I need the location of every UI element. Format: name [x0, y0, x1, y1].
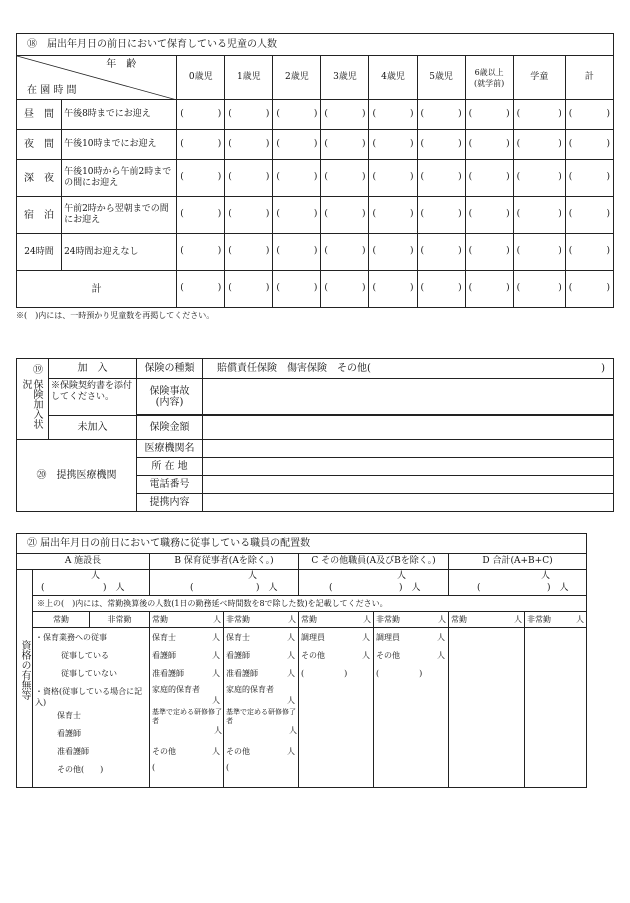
paren-open: ( [420, 108, 425, 119]
count-cell[interactable] [177, 100, 225, 130]
count-cell[interactable] [225, 160, 273, 197]
d-hijokin: 非常勤 人 [525, 612, 587, 628]
paren-open: ( [468, 172, 473, 182]
section-21 [16, 533, 587, 788]
age-col-total: 計 [565, 56, 613, 100]
paren-close: ) [506, 246, 510, 256]
paren-close: ) [217, 209, 222, 219]
paren-open: ( [228, 246, 232, 256]
header-b: B 保育従事者(Aを除く。) [150, 554, 299, 570]
count-cell[interactable] [417, 234, 465, 271]
nin-label: 人 [248, 571, 258, 581]
c-item: その他 人 [376, 651, 445, 660]
kind-value: 賠償責任保険 傷害保険 その他( [217, 363, 371, 374]
paren-close: ) [606, 108, 610, 119]
count-cell[interactable] [565, 130, 613, 160]
paren-close: ) [313, 246, 318, 256]
c-item-paren: ( ) [376, 669, 423, 678]
paren-open: ( [468, 209, 473, 219]
c-item-paren: ( ) [301, 669, 348, 678]
row-label: 深 夜 [17, 160, 62, 197]
paren-open: ( [516, 209, 521, 219]
c-item: 調理員 人 [301, 633, 370, 642]
count-cell[interactable] [369, 271, 417, 308]
table-corner-header [17, 56, 177, 100]
row-desc: 午前2時から翌朝までの間にお迎え [62, 197, 177, 234]
paren-open: ( [180, 283, 184, 293]
paren-open: ( [180, 209, 184, 219]
table-row [17, 197, 614, 234]
paren-close: ) [506, 138, 510, 149]
paren-close: ) [313, 283, 318, 293]
paren-open: ( [468, 246, 473, 256]
nin-label: 人 [541, 571, 551, 581]
paren-close: ) [265, 246, 270, 256]
paren-close: ) [558, 108, 562, 119]
count-cell[interactable] [369, 234, 417, 271]
paren-open: ( [324, 209, 328, 219]
paren-close: ) [313, 138, 318, 149]
paren-close: ) [458, 283, 462, 293]
paren-nin: ) 人 [547, 583, 569, 593]
age-header: 年 齢 [106, 59, 137, 70]
paren-open: ( [228, 209, 232, 219]
c-item: 調理員 人 [376, 633, 445, 642]
paren-close: ) [361, 209, 366, 219]
paren-open: ( [420, 138, 425, 149]
b-item: 准看護師 人 [226, 669, 295, 678]
insurance-table [16, 358, 614, 512]
paren-close: ) [558, 172, 562, 182]
left-items-cell [33, 628, 150, 788]
count-cell[interactable] [177, 130, 225, 160]
left-item: ・保育業務への従事 [35, 633, 107, 642]
join-note: ※保険契約書を添付してください。 [49, 379, 137, 416]
count-cell[interactable] [513, 234, 565, 271]
medical-address-label: 所 在 地 [137, 458, 203, 476]
paren-close: ) [217, 108, 222, 119]
b-item-paren: ( [152, 763, 156, 772]
left-item[interactable]: 看護師 [57, 729, 81, 738]
paren-close: ) [217, 246, 222, 256]
paren-open: ( [324, 108, 328, 119]
paren-open: ( [329, 583, 333, 593]
paren-close: ) [410, 283, 414, 293]
b-item: 准看護師 人 [152, 669, 220, 678]
paren-close: ) [265, 138, 270, 149]
count-cell[interactable] [369, 160, 417, 197]
count-cell[interactable] [513, 130, 565, 160]
count-cell[interactable] [369, 100, 417, 130]
paren-open: ( [568, 108, 573, 119]
kind-close: ) [601, 363, 605, 374]
count-cell[interactable] [177, 271, 225, 308]
count-cell[interactable] [273, 234, 321, 271]
row-label: 夜 間 [17, 130, 62, 160]
c-jokin-items [299, 628, 374, 788]
section-18-note: ※( )内には、一時預かり児童数を再掲してください。 [16, 311, 215, 320]
paren-close: ) [506, 172, 510, 182]
paren-close: ) [361, 246, 366, 256]
paren-close: ) [410, 172, 414, 182]
count-cell[interactable] [273, 100, 321, 130]
paren-open: ( [420, 246, 425, 256]
join-label[interactable]: 加 入 [49, 359, 137, 379]
left-item: ・資格(従事している場合に記入) [35, 687, 143, 707]
paren-open: ( [324, 246, 328, 256]
count-cell[interactable] [417, 197, 465, 234]
left-item[interactable]: 従事している [61, 651, 109, 660]
b-item: 家庭的保育者 人 [226, 685, 295, 705]
paren-close: ) [558, 283, 562, 293]
paren-open: ( [324, 172, 328, 182]
amount-value[interactable] [203, 416, 614, 440]
count-cell[interactable] [225, 234, 273, 271]
left-item[interactable]: 准看護師 [57, 747, 89, 756]
count-a[interactable] [33, 570, 150, 596]
paren-close: ) [606, 138, 610, 149]
left-jokin: 常勤 [33, 612, 90, 628]
paren-close: ) [458, 138, 462, 149]
row-label: 宿 泊 [17, 197, 62, 234]
total-label: 計 [17, 271, 177, 308]
section-21-note: ※上の( )内には、常勤換算後の人数(1日の勤務延べ時間数を8で除した数)を記載してください。 [33, 596, 587, 612]
count-cell[interactable] [321, 130, 369, 160]
age-col-3: 3歳児 [321, 56, 369, 100]
paren-close: ) [361, 283, 366, 293]
medical-content-value[interactable] [203, 494, 614, 512]
paren-open: ( [276, 283, 280, 293]
d-jokin: 常勤 人 [449, 612, 525, 628]
paren-open: ( [276, 209, 280, 219]
count-b[interactable] [150, 570, 299, 596]
paren-nin: ) 人 [256, 583, 278, 593]
paren-close: ) [217, 138, 222, 149]
nin-label: 人 [397, 571, 407, 581]
row-label: 24時間 [17, 234, 62, 271]
paren-open: ( [228, 138, 232, 149]
age-col-4: 4歳児 [369, 56, 417, 100]
section-21-title: ㉑ 届出年月日の前日において職務に従事している職員の配置数 [17, 534, 587, 554]
paren-open: ( [516, 246, 521, 256]
count-cell[interactable] [417, 130, 465, 160]
count-cell[interactable] [565, 100, 613, 130]
paren-nin: ) 人 [103, 583, 125, 593]
count-cell[interactable] [321, 160, 369, 197]
row-desc: 午後10時から午前2時までの間にお迎え [62, 160, 177, 197]
paren-close: ) [265, 283, 270, 293]
paren-close: ) [558, 138, 562, 149]
paren-close: ) [313, 209, 318, 219]
kind-value-cell[interactable] [203, 359, 614, 379]
paren-open: ( [324, 138, 328, 149]
count-cell[interactable] [465, 130, 513, 160]
table-row [17, 234, 614, 271]
count-cell[interactable] [513, 197, 565, 234]
paren-open: ( [516, 172, 521, 182]
paren-open: ( [372, 172, 376, 182]
paren-open: ( [420, 172, 425, 182]
left-item[interactable]: その他( ) [57, 765, 104, 774]
paren-close: ) [410, 138, 414, 149]
paren-open: ( [468, 283, 473, 293]
paren-open: ( [276, 138, 280, 149]
paren-close: ) [361, 138, 366, 149]
row-desc: 午後10時までにお迎え [62, 130, 177, 160]
b-item: 看護師 人 [226, 651, 295, 660]
count-cell[interactable] [177, 197, 225, 234]
accident-label: 保険事故 (内容) [137, 379, 203, 415]
paren-open: ( [228, 283, 232, 293]
section-18-title: ⑱ 届出年月日の前日において保育している児童の人数 [17, 34, 614, 56]
count-cell[interactable] [369, 197, 417, 234]
paren-close: ) [410, 209, 414, 219]
d-hijokin-value[interactable] [525, 628, 587, 788]
insurance-title: 保険加入状況 [20, 379, 42, 429]
paren-open: ( [372, 108, 376, 119]
paren-open: ( [190, 583, 194, 593]
paren-open: ( [568, 209, 573, 219]
b-hijokin-items [224, 628, 299, 788]
count-cell[interactable] [225, 100, 273, 130]
left-item[interactable]: 保育士 [57, 711, 81, 720]
c-jokin: 常勤 人 [299, 612, 374, 628]
count-cell[interactable] [273, 130, 321, 160]
side-label-cell [17, 570, 33, 788]
paren-close: ) [361, 108, 366, 119]
paren-close: ) [265, 172, 270, 182]
paren-open: ( [372, 283, 376, 293]
paren-close: ) [458, 246, 462, 256]
paren-close: ) [313, 172, 318, 182]
nin-label: 人 [91, 571, 101, 581]
paren-nin: ) 人 [399, 583, 421, 593]
c-item: その他 人 [301, 651, 370, 660]
paren-close: ) [606, 246, 610, 256]
header-c: C その他職員(A及びBを除く。) [299, 554, 449, 570]
b-item: 保育士 人 [226, 633, 295, 642]
paren-open: ( [568, 138, 573, 149]
paren-close: ) [217, 283, 222, 293]
time-header: 在 園 時 間 [27, 85, 77, 96]
count-cell[interactable] [513, 100, 565, 130]
count-cell[interactable] [565, 271, 613, 308]
section-19-number: ⑲ [33, 365, 43, 376]
count-cell[interactable] [273, 197, 321, 234]
section-20-title: ⑳ 提携医療機関 [17, 440, 137, 512]
paren-open: ( [468, 138, 473, 149]
row-desc: 24時間お迎えなし [62, 234, 177, 271]
count-cell[interactable] [177, 160, 225, 197]
count-cell[interactable] [273, 160, 321, 197]
paren-open: ( [568, 283, 573, 293]
count-cell[interactable] [513, 271, 565, 308]
paren-open: ( [568, 172, 573, 182]
b-item: その他 人 [152, 747, 220, 756]
paren-open: ( [468, 108, 473, 119]
paren-close: ) [313, 108, 318, 119]
paren-open: ( [516, 283, 521, 293]
table-row [17, 130, 614, 160]
age-col-0: 0歳児 [177, 56, 225, 100]
medical-address-value[interactable] [203, 458, 614, 476]
paren-close: ) [506, 209, 510, 219]
table-row [17, 100, 614, 130]
count-cell[interactable] [513, 160, 565, 197]
count-cell[interactable] [321, 197, 369, 234]
count-cell[interactable] [417, 160, 465, 197]
paren-close: ) [265, 108, 270, 119]
paren-open: ( [516, 108, 521, 119]
b-jokin: 常勤 人 [150, 612, 224, 628]
medical-content-label: 提携内容 [137, 494, 203, 512]
count-c[interactable] [299, 570, 449, 596]
not-join-label[interactable]: 未加入 [49, 416, 137, 440]
paren-close: ) [217, 172, 222, 182]
count-cell[interactable] [465, 160, 513, 197]
table-row [17, 160, 614, 197]
count-cell[interactable] [321, 271, 369, 308]
header-d: D 合計(A+B+C) [449, 554, 587, 570]
side-label: 資格の有無等 [19, 640, 30, 700]
paren-open: ( [420, 209, 425, 219]
medical-name-label: 医療機関名 [137, 440, 203, 458]
paren-close: ) [265, 209, 270, 219]
paren-open: ( [372, 209, 376, 219]
paren-close: ) [606, 209, 610, 219]
count-cell[interactable] [417, 100, 465, 130]
paren-open: ( [180, 138, 184, 149]
paren-open: ( [228, 108, 232, 119]
paren-open: ( [41, 583, 45, 593]
b-item: 家庭的保育者 人 [152, 685, 220, 705]
paren-open: ( [276, 172, 280, 182]
count-cell[interactable] [465, 100, 513, 130]
paren-close: ) [458, 172, 462, 182]
paren-close: ) [558, 246, 562, 256]
b-item: 基準で定める研修修了者 人 [226, 708, 297, 735]
section-18 [16, 33, 614, 321]
paren-close: ) [506, 108, 510, 119]
paren-open: ( [516, 138, 521, 149]
paren-close: ) [506, 283, 510, 293]
d-jokin-value[interactable] [449, 628, 525, 788]
b-item: 看護師 人 [152, 651, 220, 660]
staff-table [16, 533, 587, 788]
paren-open: ( [372, 246, 376, 256]
paren-close: ) [410, 246, 414, 256]
row-label: 昼 間 [17, 100, 62, 130]
paren-close: ) [606, 172, 610, 182]
paren-open: ( [276, 108, 280, 119]
count-cell[interactable] [321, 100, 369, 130]
amount-label: 保険金額 [137, 416, 203, 440]
count-cell[interactable] [225, 271, 273, 308]
left-item[interactable]: 従事していない [61, 669, 117, 678]
paren-close: ) [458, 108, 462, 119]
insurance-title-cell [17, 359, 49, 440]
paren-close: ) [606, 283, 610, 293]
paren-close: ) [410, 108, 414, 119]
paren-open: ( [477, 583, 481, 593]
medical-name-value[interactable] [203, 440, 614, 458]
section-19-20 [16, 358, 614, 512]
paren-open: ( [180, 246, 184, 256]
count-cell[interactable] [321, 234, 369, 271]
c-hijokin: 非常勤 人 [374, 612, 449, 628]
b-item: 保育士 人 [152, 633, 220, 642]
count-cell[interactable] [565, 234, 613, 271]
count-cell[interactable] [177, 234, 225, 271]
paren-open: ( [276, 246, 280, 256]
paren-close: ) [361, 172, 366, 182]
left-hijokin: 非常勤 [90, 612, 150, 628]
age-col-5: 5歳児 [417, 56, 465, 100]
count-d[interactable] [449, 570, 587, 596]
paren-open: ( [372, 138, 376, 149]
b-item: その他 人 [226, 747, 295, 756]
age-col-2: 2歳児 [273, 56, 321, 100]
count-cell[interactable] [369, 130, 417, 160]
paren-open: ( [420, 283, 425, 293]
medical-phone-value[interactable] [203, 476, 614, 494]
b-hijokin: 非常勤 人 [224, 612, 299, 628]
count-cell[interactable] [273, 271, 321, 308]
count-cell[interactable] [225, 130, 273, 160]
count-cell[interactable] [565, 197, 613, 234]
paren-close: ) [458, 209, 462, 219]
row-desc: 午後8時までにお迎え [62, 100, 177, 130]
paren-open: ( [324, 283, 328, 293]
children-count-table [16, 33, 614, 308]
count-cell[interactable] [465, 197, 513, 234]
paren-close: ) [558, 209, 562, 219]
paren-open: ( [568, 246, 573, 256]
kind-label: 保険の種類 [137, 359, 203, 379]
age-col-7: 学童 [513, 56, 565, 100]
count-cell[interactable] [465, 234, 513, 271]
paren-open: ( [180, 108, 184, 119]
count-cell[interactable] [225, 197, 273, 234]
paren-open: ( [180, 172, 184, 182]
count-cell[interactable] [565, 160, 613, 197]
age-col-6: 6歳以上 (就学前) [465, 56, 513, 100]
count-cell[interactable] [465, 271, 513, 308]
paren-open: ( [228, 172, 232, 182]
medical-phone-label: 電話番号 [137, 476, 203, 494]
b-item-paren: ( [226, 763, 230, 772]
b-item: 基準で定める研修修了者 人 [152, 708, 222, 735]
table-row-total [17, 271, 614, 308]
count-cell[interactable] [417, 271, 465, 308]
b-jokin-items [150, 628, 224, 788]
accident-value[interactable] [203, 379, 614, 415]
header-a: A 施設長 [17, 554, 150, 570]
age-col-1: 1歳児 [225, 56, 273, 100]
c-hijokin-items [374, 628, 449, 788]
